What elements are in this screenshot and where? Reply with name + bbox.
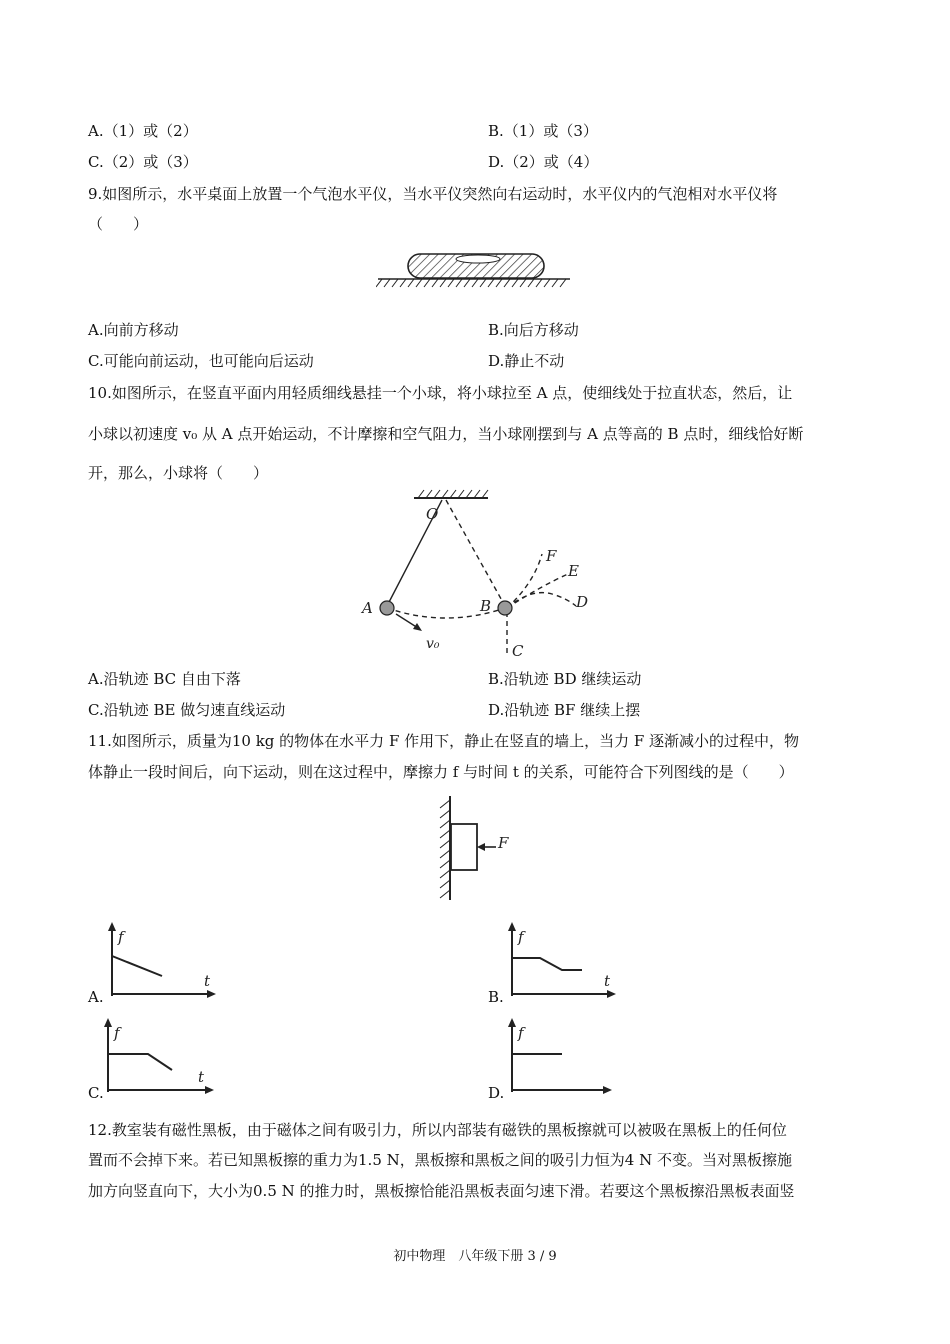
q10-option-b: B.沿轨迹 BD 继续运动 (488, 670, 642, 688)
q9-option-d: D.静止不动 (488, 352, 565, 370)
svg-text:f: f (518, 928, 524, 946)
graph-d (500, 1016, 620, 1096)
label-e: E (568, 562, 579, 580)
q9-option-c: C.可能向前运动，也可能向后运动 (88, 352, 314, 370)
svg-text:t: t (198, 1068, 205, 1086)
graph-a-curve (112, 956, 162, 976)
q10-stem-line3: 开，那么，小球将（ ） (88, 464, 269, 482)
q9-option-a: A.向前方移动 (88, 321, 179, 339)
svg-text:f: f (114, 1024, 120, 1042)
q10-option-a: A.沿轨迹 BC 自由下落 (88, 670, 241, 688)
path-bf (507, 554, 542, 608)
ceiling-hatch (418, 490, 488, 498)
bubble-level-figure (376, 248, 572, 290)
graph-a (100, 920, 220, 1000)
path-bd (507, 593, 576, 608)
label-c: C (512, 642, 524, 660)
graph-d-label: D. (488, 1084, 505, 1102)
graph-a-label: A. (88, 988, 104, 1006)
q12-stem-line3: 加方向竖直向下，大小为0.5 N 的推力时，黑板擦恰能沿黑板表面匀速下滑。若要这个黑板擦沿黑板表面竖 (88, 1182, 795, 1200)
wall-hatch (440, 800, 450, 898)
air-bubble (456, 255, 500, 263)
wall-block-figure (432, 796, 522, 904)
q10-stem-line2: 小球以初速度 v₀ 从 A 点开始运动，不计摩擦和空气阻力，当小球刚摆到与 A 点等高的 B 点时，细线恰好断 (88, 425, 804, 443)
path-be (507, 574, 568, 608)
svg-text:t: t (204, 972, 211, 990)
pendulum-figure (356, 488, 606, 664)
graph-c-label: C. (88, 1084, 104, 1102)
svg-text:t: t (604, 972, 611, 990)
ball-at-b (498, 601, 512, 615)
q8-option-c: C.（2）或（3） (88, 153, 198, 171)
label-f: F (546, 547, 557, 565)
q8-option-b: B.（1）或（3） (488, 122, 598, 140)
q9-stem-line2: （ ） (88, 215, 149, 233)
graph-c-curve (108, 1054, 172, 1070)
label-b: B (480, 597, 492, 615)
q9-stem-line1: 9.如图所示，水平桌面上放置一个气泡水平仪，当水平仪突然向右运动时，水平仪内的气泡相对水平仪将 (88, 185, 778, 203)
q10-stem-line1: 10.如图所示，在竖直平面内用轻质细线悬挂一个小球，将小球拉至 A 点，使细线处于拉直状态，然后，让 (88, 384, 793, 402)
label-a: A (362, 599, 373, 617)
page-footer: 初中物理 八年级下册 3 / 9 (393, 1249, 557, 1264)
ball-at-a (380, 601, 394, 615)
string-ob (446, 500, 505, 606)
label-o: O (426, 505, 439, 523)
table-hatch (376, 279, 566, 287)
q11-stem-line2: 体静止一段时间后，向下运动，则在这过程中，摩擦力 f 与时间 t 的关系，可能符合下列图线的是（ ） (88, 763, 794, 781)
block (451, 824, 477, 870)
graph-b (500, 920, 620, 1000)
q8-option-d: D.（2）或（4） (488, 153, 599, 171)
velocity-arrow (396, 614, 418, 628)
svg-text:f: f (518, 1024, 524, 1042)
label-d: D (576, 593, 589, 611)
force-label: F (498, 834, 509, 852)
svg-text:f: f (118, 928, 124, 946)
q12-stem-line1: 12.教室装有磁性黑板，由于磁体之间有吸引力，所以内部装有磁铁的黑板擦就可以被吸在黑板上的任何位 (88, 1121, 787, 1139)
q8-option-a: A.（1）或（2） (88, 122, 198, 140)
q11-stem-line1: 11.如图所示，质量为10 kg 的物体在水平力 F 作用下，静止在竖直的墙上，当力 F 逐渐减小的过程中，物 (88, 732, 800, 750)
graph-b-label: B. (488, 988, 504, 1006)
q12-stem-line2: 置而不会掉下来。若已知黑板擦的重力为1.5 N，黑板擦和黑板之间的吸引力恒为4 N 不变。当对黑板擦施 (88, 1151, 792, 1169)
graph-b-curve (512, 958, 582, 970)
q9-option-b: B.向后方移动 (488, 321, 579, 339)
q10-option-d: D.沿轨迹 BF 继续上摆 (488, 701, 641, 719)
q10-option-c: C.沿轨迹 BE 做匀速直线运动 (88, 701, 286, 719)
graph-c (96, 1016, 220, 1096)
label-v0: v₀ (426, 636, 440, 652)
